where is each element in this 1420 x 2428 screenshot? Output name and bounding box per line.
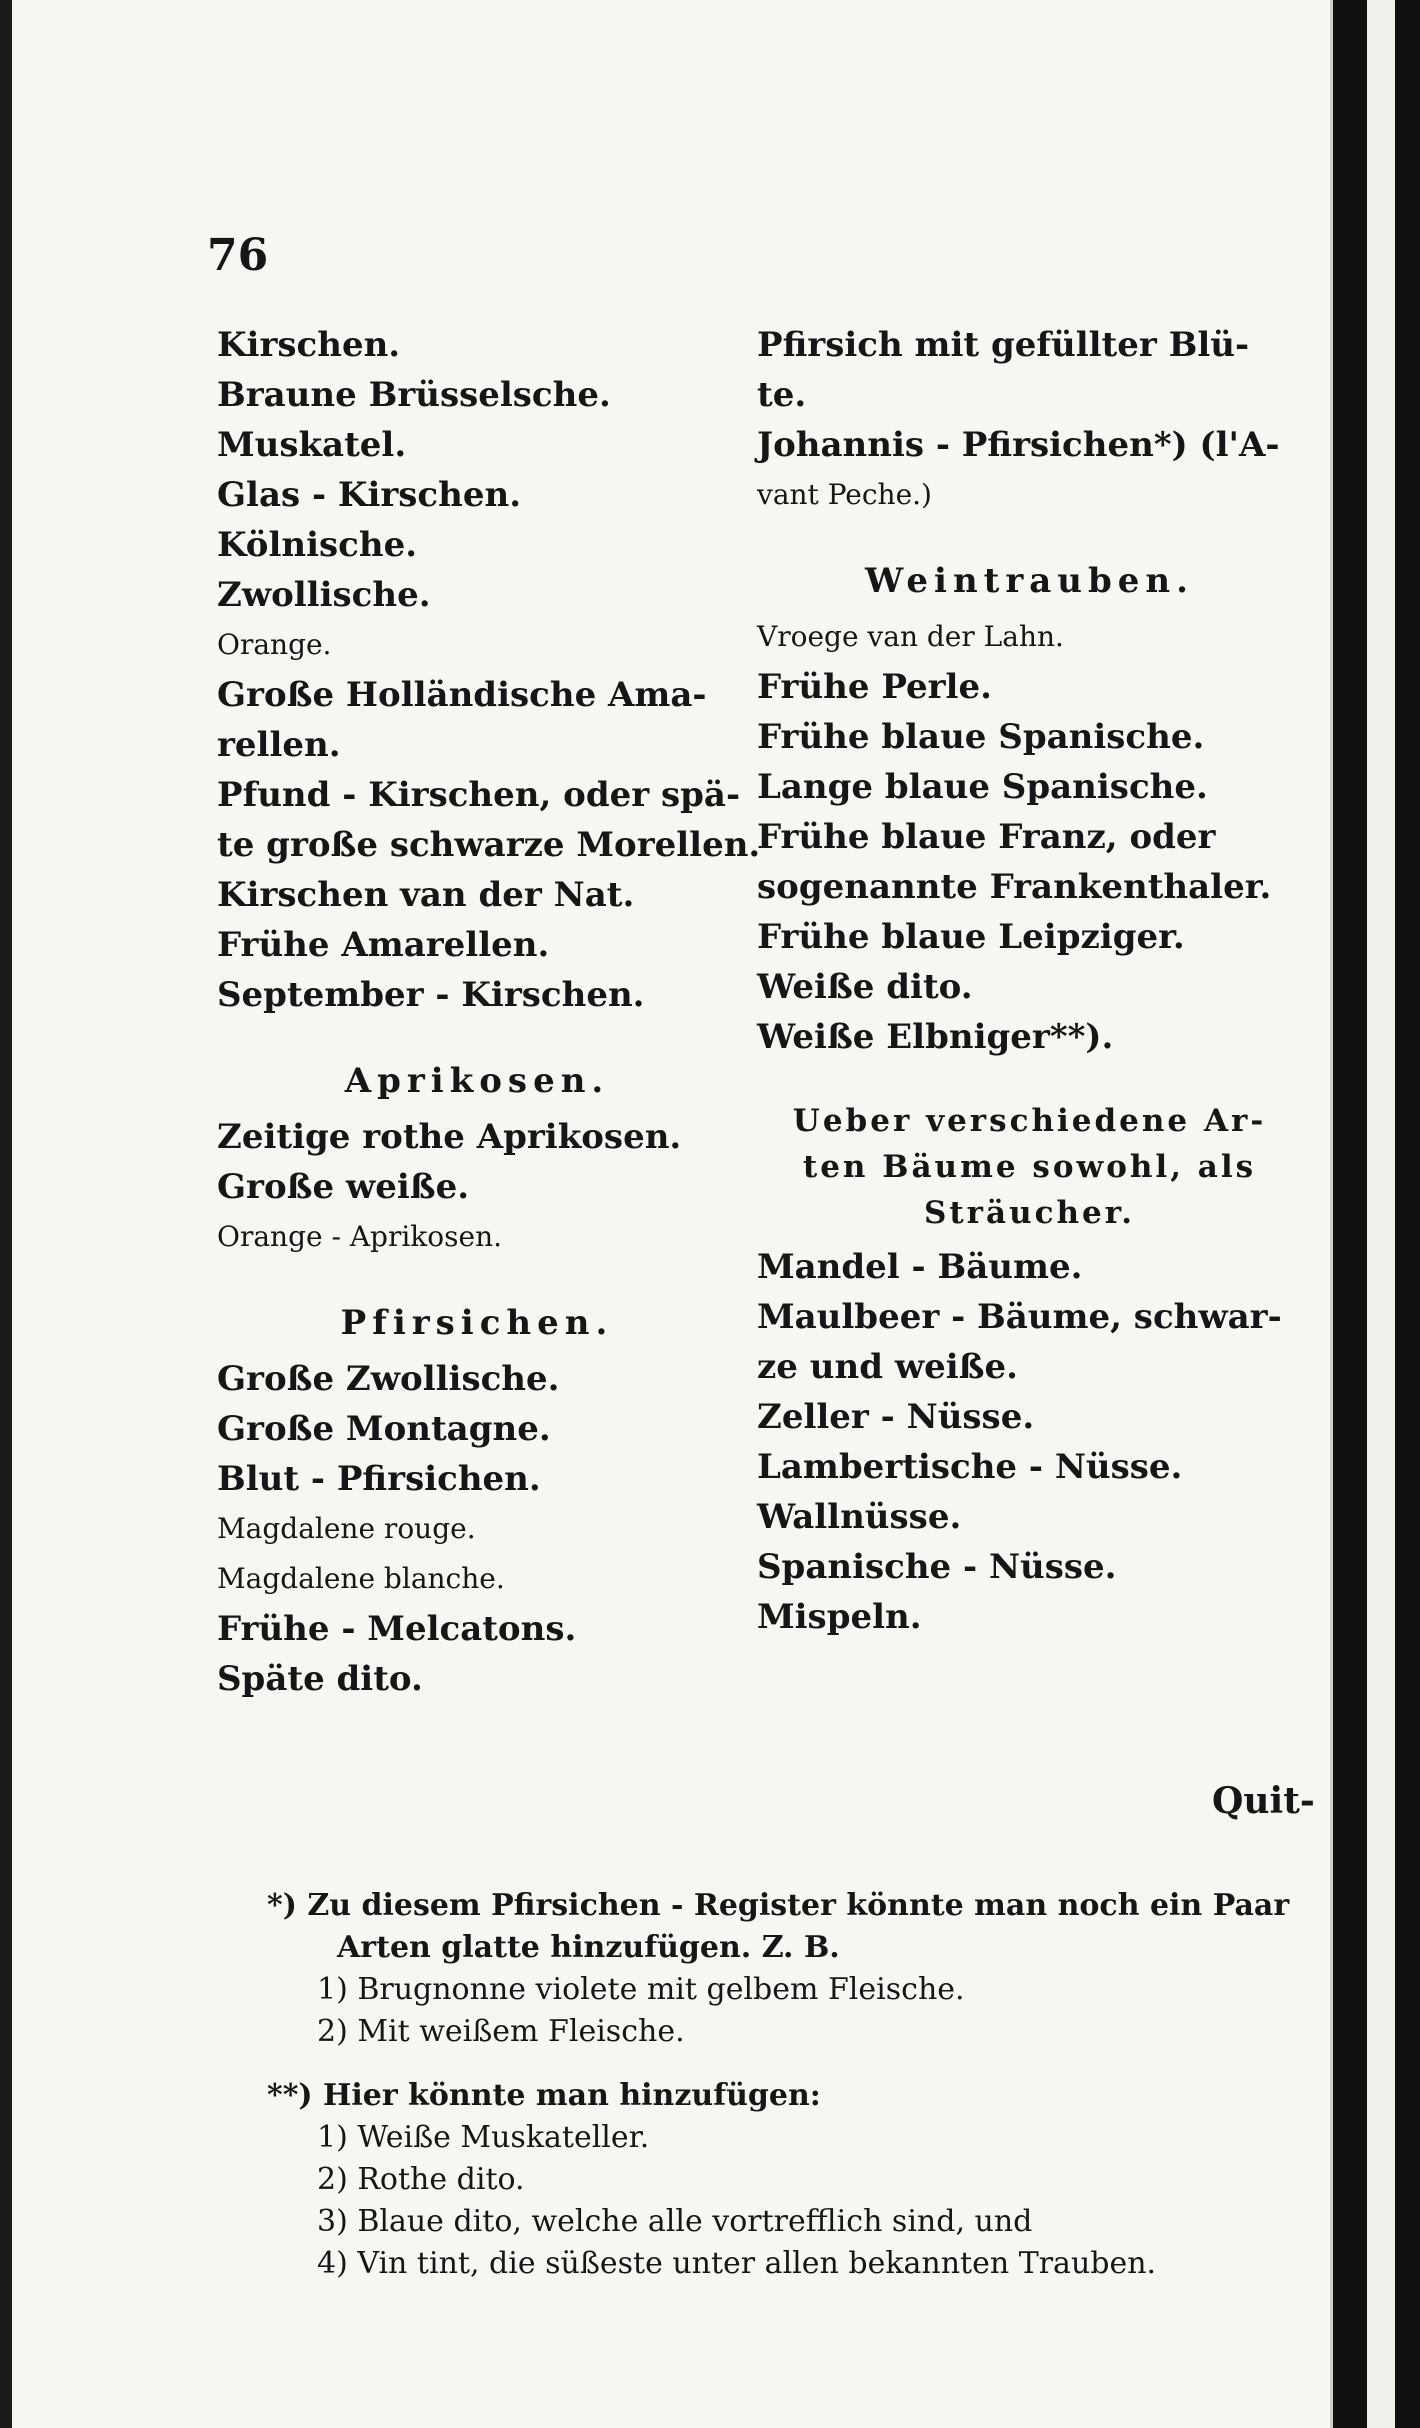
list-item: Frühe blaue Leipziger. (757, 917, 1185, 957)
facing-page-strip (1367, 0, 1395, 2428)
list-item: Mispeln. (757, 1597, 922, 1637)
kirschen-list (217, 320, 761, 1020)
aprikosen-list (217, 1112, 737, 1262)
heading-line: Ueber verschiedene Ar- (792, 1103, 1267, 1139)
section-heading-aprikosen: Aprikosen. (344, 1061, 610, 1101)
list-item: Johannis - Pfirsichen*) (l'A- (757, 425, 1280, 465)
list-item: ze und weiße. (757, 1347, 1018, 1387)
list-item: Blut - Pfirsichen. (217, 1459, 541, 1499)
list-item: Weiße dito. (757, 967, 973, 1007)
list-item: Frühe - Melcatons. (217, 1609, 577, 1649)
list-item: Magdalene blanche. (217, 1562, 505, 1595)
list-item: Kirschen. (217, 325, 401, 365)
list-item: Frühe Perle. (757, 667, 992, 707)
list-item: Große weiße. (217, 1167, 470, 1207)
list-item: Späte dito. (217, 1659, 423, 1699)
pfirsichen-list (217, 1354, 737, 1704)
footnote-item: 1) Weiße Muskateller. (317, 2120, 650, 2155)
list-item: Weiße Elbniger**). (757, 1017, 1114, 1057)
list-item: vant Peche.) (757, 478, 932, 511)
section-heading-baeume (757, 1098, 1302, 1236)
list-item: Kölnische. (217, 525, 418, 565)
list-item: rellen. (217, 725, 341, 765)
list-item: te große schwarze Morellen. (217, 825, 761, 865)
footnote-item: 2) Mit weißem Fleische. (317, 2014, 685, 2049)
footnote-item: 4) Vin tint, die süßeste unter allen bekannten Trauben. (317, 2246, 1157, 2281)
list-item: Wallnüsse. (757, 1497, 962, 1537)
list-item: Große Montagne. (217, 1409, 551, 1449)
weintrauben-list (757, 612, 1302, 1062)
list-item: Orange - Aprikosen. (217, 1220, 503, 1253)
list-item: Große Zwollische. (217, 1359, 560, 1399)
list-item: Braune Brüsselsche. (217, 375, 611, 415)
section-heading-pfirsichen: Pfirsichen. (340, 1303, 614, 1343)
list-item: Mandel - Bäume. (757, 1247, 1083, 1287)
list-item: te. (757, 375, 807, 415)
list-item: Lange blaue Spanische. (757, 767, 1208, 807)
facing-page-edge (1333, 0, 1420, 2428)
page-number: 76 (207, 230, 269, 281)
right-column (757, 320, 1302, 1642)
list-item: Zeitige rothe Aprikosen. (217, 1117, 682, 1157)
heading-line: ten Bäume sowohl, als (802, 1149, 1257, 1185)
list-item: Zwollische. (217, 575, 431, 615)
list-item: Glas - Kirschen. (217, 475, 522, 515)
heading-line: Sträucher. (923, 1195, 1136, 1231)
list-item: Maulbeer - Bäume, schwar- (757, 1297, 1282, 1337)
footnote-1-line: Arten glatte hinzufügen. Z. B. (337, 1930, 840, 1965)
footnotes (267, 1885, 1307, 2285)
list-item: Magdalene rouge. (217, 1512, 476, 1545)
list-item: Pfund - Kirschen, oder spä- (217, 775, 741, 815)
list-item: Große Holländische Ama- (217, 675, 707, 715)
footnote-item: 2) Rothe dito. (317, 2162, 525, 2197)
footnote-1-line: *) Zu diesem Pfirsichen - Register könnte man noch ein Paar (267, 1888, 1290, 1923)
pfirsich-list (757, 320, 1302, 520)
footnote-2-line: **) Hier könnte man hinzufügen: (267, 2078, 821, 2113)
catchword: Quit- (1212, 1780, 1315, 1822)
baeume-list (757, 1242, 1302, 1642)
list-item: Zeller - Nüsse. (757, 1397, 1035, 1437)
left-column (217, 320, 761, 1704)
book-page (12, 0, 1333, 2428)
list-item: Kirschen van der Nat. (217, 875, 635, 915)
list-item: Pfirsich mit gefüllter Blü- (757, 325, 1250, 365)
list-item: Orange. (217, 628, 332, 661)
list-item: September - Kirschen. (217, 975, 645, 1015)
list-item: Muskatel. (217, 425, 407, 465)
section-heading-weintrauben: Weintrauben. (864, 561, 1194, 601)
list-item: Vroege van der Lahn. (757, 620, 1064, 653)
list-item: Frühe Amarellen. (217, 925, 550, 965)
list-item: Lambertische - Nüsse. (757, 1447, 1183, 1487)
list-item: Frühe blaue Spanische. (757, 717, 1205, 757)
footnote-item: 3) Blaue dito, welche alle vortrefflich sind, und (317, 2204, 1033, 2239)
list-item: Spanische - Nüsse. (757, 1547, 1117, 1587)
list-item: sogenannte Frankenthaler. (757, 867, 1272, 907)
footnote-item: 1) Brugnonne violete mit gelbem Fleische. (317, 1972, 965, 2007)
list-item: Frühe blaue Franz, oder (757, 817, 1216, 857)
